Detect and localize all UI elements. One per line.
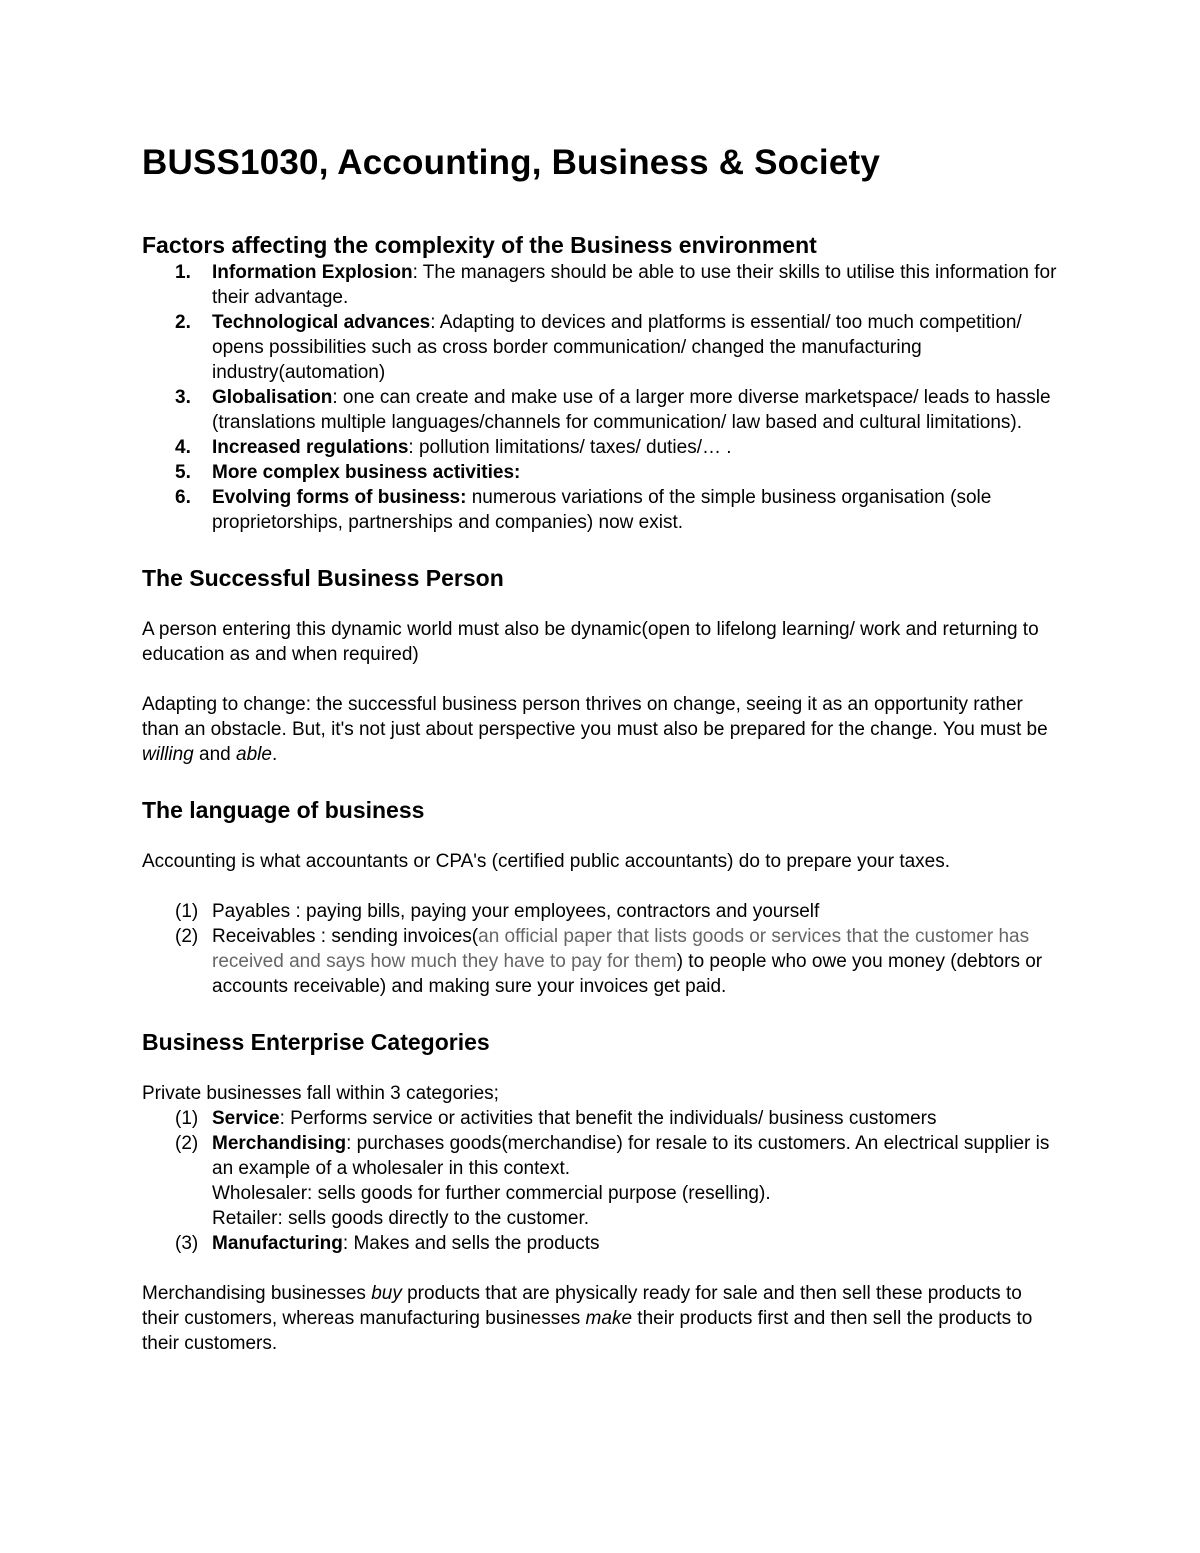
list-term: Evolving forms of business: [212,487,467,508]
list-number: (2) [175,926,199,947]
categories-list [142,1106,1062,1256]
list-number: (3) [175,1233,199,1254]
list-text: pollution limitations/ taxes/ duties/… . [413,437,732,458]
list-item [142,260,1062,310]
paragraph-text: their products first and then sell the products to their customers. [142,1308,1033,1354]
list-text: Adapting to devices and platforms is essential/ too much competition/ opens possibilities such as cross border communication/ changed the manufacturing industry(automation) [212,312,1022,383]
paragraph-text: Adapting to change: the successful business person thrives on change, seeing it as an opportunity rather than an obstacle. But, it's not just about perspective you must also be prepared for the change. You must be [142,694,1048,740]
paragraph-text: products that are physically ready for sale and then sell these products to their customers, whereas manufacturing businesses [142,1283,1022,1329]
list-item [142,485,1062,535]
list-text: one can create and make use of a larger more diverse marketspace/ leads to hassle (translations multiple languages/channels for communication/ law based and cultural limitations). [212,387,1051,433]
list-text: Payables : paying bills, paying your employees, contractors and yourself [212,901,820,922]
list-item [142,924,1062,999]
document-title: BUSS1030, Accounting, Business & Society [142,143,881,182]
retailer-line: Retailer: sells goods directly to the customer. [212,1208,590,1229]
paragraph-text: and [193,744,237,765]
list-term: Service [212,1108,280,1129]
list-number: 5. [175,462,191,483]
list-sep: : [332,387,338,408]
list-text: : purchases goods(merchandise) for resale to its customers. An electrical supplier is an example of a wholesaler in this context. [212,1133,1050,1179]
list-number: 3. [175,387,191,408]
list-term: Increased regulations [212,437,409,458]
accounting-list [142,899,1062,999]
list-text: The managers should be able to use their skills to utilise this information for their advantage. [212,262,1057,308]
emphasis-buy: buy [371,1283,402,1304]
list-term: Manufacturing [212,1233,343,1254]
list-term: Globalisation [212,387,333,408]
list-text: numerous variations of the simple business organisation (sole proprietorships, partnerships and companies) now exist. [212,487,992,533]
definition-text: an official paper that lists goods or services that the customer has received and says how much they have to pay for them [212,926,1030,972]
section-heading-successful-person: The Successful Business Person [142,565,504,591]
list-term: Information Explosion [212,262,413,283]
emphasis-make: make [585,1308,633,1329]
list-number: 4. [175,437,191,458]
list-number: 6. [175,487,191,508]
list-item [142,1231,1062,1256]
list-item [142,1106,1062,1131]
paragraph-categories-intro: Private businesses fall within 3 categories; [142,1083,499,1104]
list-item [142,310,1062,385]
paragraph-closing [142,1281,1062,1356]
list-item [142,1131,1062,1231]
list-number: (1) [175,901,199,922]
section-heading-language: The language of business [142,797,425,823]
section-heading-categories: Business Enterprise Categories [142,1029,490,1055]
paragraph-text: Merchandising businesses [142,1283,372,1304]
paragraph-accounting: Accounting is what accountants or CPA's (certified public accountants) do to prepare your taxes. [142,851,951,872]
list-number: (1) [175,1108,199,1129]
list-text: : Makes and sells the products [342,1233,600,1254]
paragraph-text: . [271,744,278,765]
document-page [142,140,1062,1356]
list-text: : Performs service or activities that benefit the individuals/ business customers [279,1108,937,1129]
list-item [142,460,1062,485]
list-text: ) to people who owe you money (debtors or accounts receivable) and making sure your invoices get paid. [212,951,1043,997]
factors-list [142,260,1062,535]
section-heading-factors: Factors affecting the complexity of the Business environment [142,232,817,258]
list-number: (2) [175,1133,199,1154]
list-number: 2. [175,312,191,333]
wholesaler-line: Wholesaler: sells goods for further commercial purpose (reselling). [212,1183,771,1204]
paragraph-dynamic: A person entering this dynamic world must also be dynamic(open to lifelong learning/ work and returning to education as and when required) [142,619,1039,665]
list-term: Technological advances [212,312,431,333]
paragraph-adapting [142,692,1062,767]
list-sep: : [430,312,436,333]
list-item [142,385,1062,435]
list-number: 1. [175,262,191,283]
emphasis-able: able [236,744,272,765]
list-item [142,899,1062,924]
list-text: Receivables : sending invoices( [212,926,479,947]
list-term: More complex business activities: [212,462,521,483]
list-item [142,435,1062,460]
emphasis-willing: willing [142,744,194,765]
list-sep: : [408,437,414,458]
list-sep: : [412,262,418,283]
list-term: Merchandising [212,1133,347,1154]
